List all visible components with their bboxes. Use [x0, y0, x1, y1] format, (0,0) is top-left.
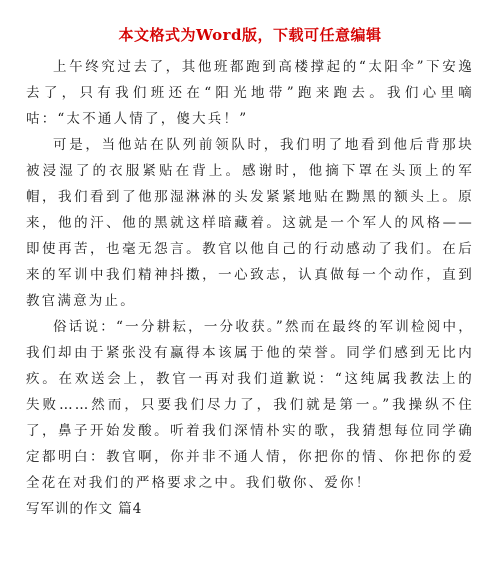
next-section-heading: 写军训的作文 篇4 — [26, 501, 143, 517]
paragraph-3: 俗话说：“一分耕耘，一分收获。”然而在最终的军训检阅中，我们却由于紧张没有赢得本该属于他的荣誉。同学们感到无比内疚。在欢送会上，教官一再对我们道歉说：“这纯属我教法上的失败……然而，只要我们尽力了，我们就是第一。”我操纵不住了，鼻子开始发酸。听着我们深情朴实的歌，我猜想每位同学确定都明白：教官啊，你并非不通人情，你把你的情、你把你的爱全花在对我们的严格要求之中。我们敬你、爱你！ — [26, 319, 474, 491]
paragraph-2: 可是，当他站在队列前领队时，我们明了地看到他后背那块被浸湿了的衣服紧贴在背上。感谢时，他摘下罩在头顶上的军帽，我们看到了他那湿淋淋的头发紧紧地贴在黝黑的额头上。原来，他的汗、他的黑就这样暗藏着。这就是一个军人的风格——即使再苦，也毫无怨言。教官以他自己的行动感动了我们。在后来的军训中我们精神抖擞，一心致志，认真做每一个动作，直到教官满意为止。 — [26, 137, 474, 309]
paragraph-1: 上午终究过去了，其他班都跑到高楼撑起的“太阳伞”下安逸去了，只有我们班还在“阳光地带”跑来跑去。我们心里嘀咕：“太不通人情了，傻大兵！” — [26, 59, 474, 127]
document-header: 本文格式为Word版，下载可任意编辑 — [118, 26, 382, 44]
